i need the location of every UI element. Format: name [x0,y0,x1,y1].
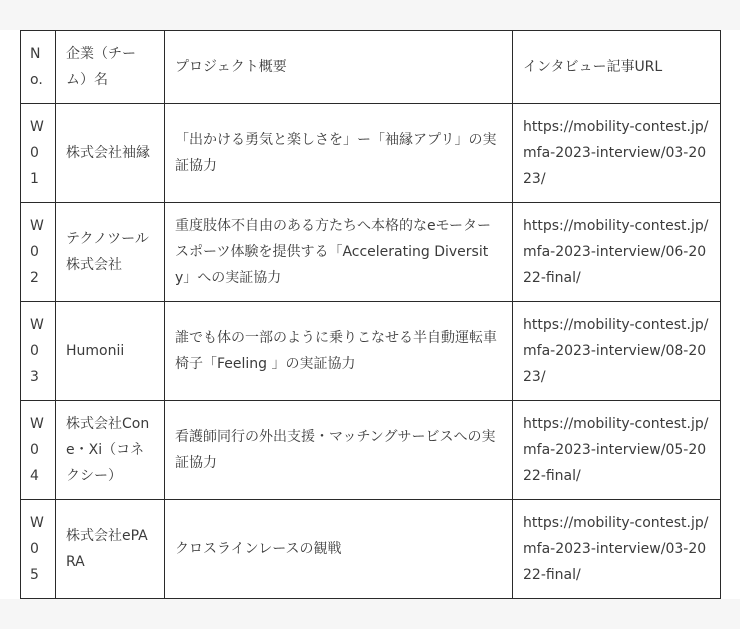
row-url: https://mobility-contest.jp/mfa-2023-interview/03-2022-final/ [513,500,721,599]
row-summary: 看護師同行の外出支援・マッチングサービスへの実証協力 [165,401,513,500]
row-no: W03 [21,302,56,401]
table-row [21,401,721,500]
table-row [21,203,721,302]
row-company: 株式会社袖縁 [56,104,165,203]
row-no: W01 [21,104,56,203]
header-no: No. [21,31,56,104]
row-company: 株式会社Cone・Xi（コネクシー） [56,401,165,500]
header-url: インタビュー記事URL [513,31,721,104]
row-company: 株式会社ePARA [56,500,165,599]
table-header-row [21,31,721,104]
row-company: テクノツール株式会社 [56,203,165,302]
row-summary: 重度肢体不自由のある方たちへ本格的なeモータースポーツ体験を提供する「Accelerating Diversity」への実証協力 [165,203,513,302]
row-url: https://mobility-contest.jp/mfa-2023-interview/03-2023/ [513,104,721,203]
content-area [0,30,740,599]
row-url: https://mobility-contest.jp/mfa-2023-interview/08-2023/ [513,302,721,401]
row-summary: クロスラインレースの観戦 [165,500,513,599]
row-summary: 誰でも体の一部のように乗りこなせる半自動運転車椅子「Feeling 」の実証協力 [165,302,513,401]
header-summary: プロジェクト概要 [165,31,513,104]
table-row [21,500,721,599]
row-summary: 「出かける勇気と楽しさを」ー「袖縁アプリ」の実証協力 [165,104,513,203]
row-no: W02 [21,203,56,302]
projects-table [20,30,721,599]
table-row [21,302,721,401]
header-company: 企業（チーム）名 [56,31,165,104]
row-no: W05 [21,500,56,599]
row-no: W04 [21,401,56,500]
table-row [21,104,721,203]
row-url: https://mobility-contest.jp/mfa-2023-interview/05-2022-final/ [513,401,721,500]
page-footer-area [0,599,740,629]
row-company: Humonii [56,302,165,401]
row-url: https://mobility-contest.jp/mfa-2023-interview/06-2022-final/ [513,203,721,302]
